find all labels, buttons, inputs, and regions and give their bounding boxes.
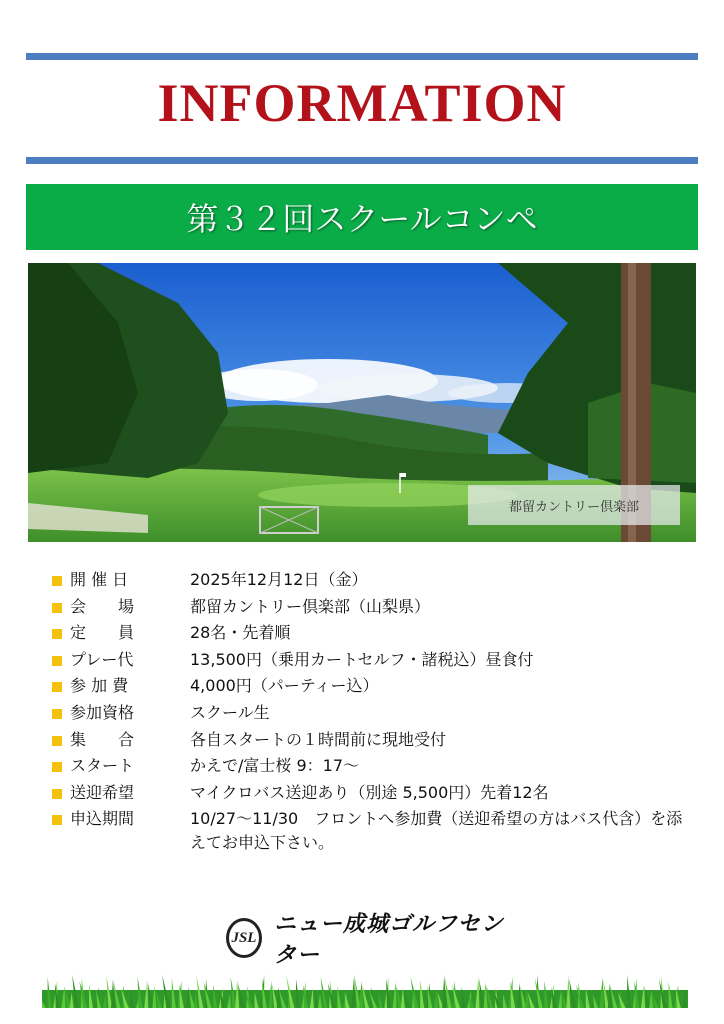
detail-label: 集 合 bbox=[70, 729, 135, 749]
bullet-icon bbox=[52, 629, 62, 639]
detail-label: 会 場 bbox=[70, 596, 135, 616]
detail-label: 送迎希望 bbox=[70, 782, 135, 802]
detail-value: 各自スタートの１時間前に現地受付 bbox=[190, 729, 447, 749]
detail-value: マイクロバス送迎あり（別途 5,500円）先着12名 bbox=[190, 782, 549, 802]
photo-caption: 都留カントリー倶楽部 bbox=[468, 485, 680, 525]
logo-text: ニュー成城ゴルフセンター bbox=[273, 912, 504, 968]
detail-label: 申込期間 bbox=[70, 809, 135, 829]
detail-row-play-fee bbox=[52, 650, 692, 677]
bullet-icon bbox=[52, 576, 62, 586]
grass-decoration bbox=[42, 968, 688, 1008]
detail-value: 2025年12月12日（金） bbox=[190, 570, 368, 589]
page-title: INFORMATION bbox=[157, 73, 567, 133]
event-title: 第３２回スクールコンペ bbox=[186, 200, 538, 238]
bottom-rule bbox=[26, 157, 698, 164]
detail-label: 開 催 日 bbox=[70, 570, 129, 589]
bullet-icon bbox=[52, 762, 62, 772]
detail-value: 10/27〜11/30 フロントへ参加費（送迎希望の方はバス代含）を添えてお申込下さい。 bbox=[190, 809, 683, 853]
detail-row-venue bbox=[52, 597, 692, 624]
bullet-icon bbox=[52, 789, 62, 799]
detail-label: スタート bbox=[70, 756, 135, 776]
detail-row-start bbox=[52, 756, 692, 783]
bullet-icon bbox=[52, 656, 62, 666]
detail-label: 参加資格 bbox=[70, 702, 135, 722]
bullet-icon bbox=[52, 603, 62, 613]
detail-value: スクール生 bbox=[190, 702, 270, 722]
event-banner bbox=[26, 184, 698, 250]
detail-label: 定 員 bbox=[70, 623, 135, 643]
detail-value: 13,500円（乗用カートセルフ・諸税込）昼食付 bbox=[190, 649, 534, 669]
detail-row-entry-fee bbox=[52, 676, 692, 703]
detail-row-eligibility bbox=[52, 703, 692, 730]
bullet-icon bbox=[52, 682, 62, 692]
detail-row-date bbox=[52, 570, 692, 597]
detail-row-shuttle bbox=[52, 783, 692, 810]
top-rule bbox=[26, 53, 698, 60]
bullet-icon bbox=[52, 736, 62, 746]
detail-row-meeting bbox=[52, 730, 692, 757]
course-photo bbox=[28, 263, 696, 542]
detail-value: 都留カントリー倶楽部（山梨県） bbox=[190, 596, 431, 616]
logo-mark-icon: JSL bbox=[226, 918, 262, 958]
detail-row-application bbox=[52, 809, 692, 855]
club-logo bbox=[226, 912, 516, 968]
detail-label: 参 加 費 bbox=[70, 676, 129, 696]
event-details bbox=[52, 570, 692, 855]
bullet-icon bbox=[52, 709, 62, 719]
detail-label: プレー代 bbox=[70, 649, 134, 669]
bullet-icon bbox=[52, 815, 62, 825]
detail-row-capacity bbox=[52, 623, 692, 650]
detail-value: かえで/富士桜 9：17〜 bbox=[190, 756, 360, 776]
detail-value: 4,000円（パーティー込） bbox=[190, 676, 379, 696]
detail-value: 28名・先着順 bbox=[190, 623, 291, 643]
